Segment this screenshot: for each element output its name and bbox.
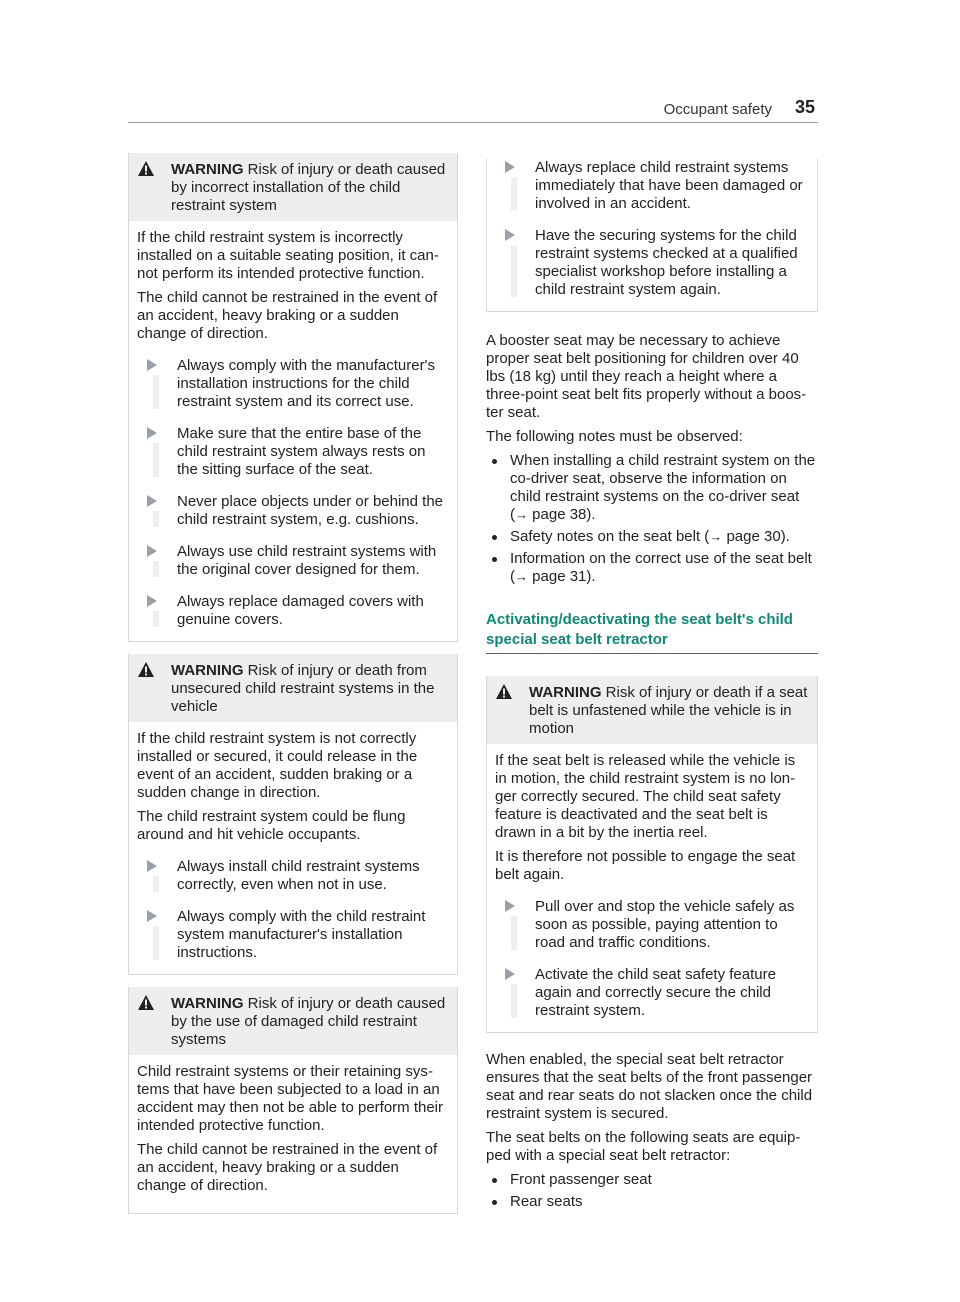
step-bar <box>511 245 517 297</box>
page-number: 35 <box>794 97 815 117</box>
warning-unsecured-systems <box>128 654 458 975</box>
chapter-title: Occupant safety <box>663 101 772 118</box>
step-arrow-icon <box>147 427 157 439</box>
warning-paragraph: The child restraint system could be flung around and hit vehicle occupants. <box>137 808 406 843</box>
warning-header <box>129 654 457 722</box>
warning-damaged-systems <box>128 987 458 1214</box>
list-item <box>486 452 818 524</box>
body-paragraph: When enabled, the special seat belt retractor ensures that the seat belts of the front passenger seat and rear seats do not slacken once the child restraint system is secured. <box>486 1051 813 1122</box>
warning-heading-text: Risk of injury or death if a seat belt is unfastened while the vehicle is in motion <box>529 684 808 737</box>
list-item-text: Front passenger seat <box>510 1171 652 1188</box>
warning-heading-text: Risk of injury or death from unsecured child restraint systems in the vehicle <box>171 662 435 715</box>
warning-heading <box>137 161 449 215</box>
step-arrow-icon <box>147 359 157 371</box>
step-arrow-icon <box>505 161 515 173</box>
step-arrow-icon <box>505 968 515 980</box>
header-rule <box>128 122 818 123</box>
warning-heading <box>137 995 449 1049</box>
warning-body <box>487 744 817 1032</box>
step-text: Have the securing systems for the child restraint systems checked at a qualified specialist workshop before installing a child restraint system again. <box>535 227 798 298</box>
warning-paragraph: Child restraint systems or their retaining systems that have been subjected to a load in an accident may then not be able to perform their intended protective function. <box>137 1063 444 1134</box>
instruction-step <box>495 966 807 1020</box>
warning-paragraph: If the child restraint system is incorrectly installed on a suitable seating position, it cannot perform its intended protective function. <box>137 229 439 282</box>
warning-paragraph: The child cannot be restrained in the event of an accident, heavy braking or a sudden change of direction. <box>137 289 438 342</box>
instruction-step <box>495 227 807 299</box>
warning-header <box>487 676 817 744</box>
instruction-step <box>495 898 807 952</box>
step-text: Always comply with the child restraint system manufacturer's installation instructions. <box>177 908 426 961</box>
step-text: Always replace damaged covers with genuine covers. <box>177 593 424 628</box>
step-text: Always install child restraint systems correctly, even when not in use. <box>177 858 420 893</box>
bullet-icon <box>492 1178 497 1183</box>
step-arrow-icon <box>147 860 157 872</box>
step-text: Never place objects under or behind the child restraint system, e.g. cushions. <box>177 493 444 528</box>
warning-paragraph: The child cannot be restrained in the event of an accident, heavy braking or a sudden change of direction. <box>137 1141 438 1194</box>
instruction-step <box>137 908 447 962</box>
instruction-step <box>495 159 807 213</box>
step-arrow-icon <box>147 545 157 557</box>
instruction-step <box>137 493 447 529</box>
step-bar <box>153 876 159 892</box>
body-paragraph: A booster seat may be necessary to achieve proper seat belt positioning for children over 40 lbs (18 kg) until they reach a height where a three-point seat belt fits properly without a booster seat. <box>486 332 807 421</box>
step-arrow-icon <box>505 229 515 241</box>
warning-heading-text: Risk of injury or death caused by incorrect installation of the child restraint system <box>171 161 446 214</box>
list-item <box>486 1193 818 1211</box>
notes-list <box>486 452 818 586</box>
warning-paragraph: If the seat belt is released while the vehicle is in motion, the child restraint system is no longer correctly secured. The child seat safety feature is deactivated and the seat belt is drawn in a bit by the inertia reel. <box>495 752 796 841</box>
warning-heading-text: Risk of injury or death caused by the use of damaged child restraint systems <box>171 995 446 1048</box>
instruction-step <box>137 543 447 579</box>
warning-triangle-icon <box>137 994 155 1011</box>
step-arrow-icon <box>147 910 157 922</box>
step-bar <box>153 611 159 627</box>
body-paragraph: The seat belts on the following seats are equipped with a special seat belt retractor: <box>486 1129 801 1164</box>
left-column <box>128 153 458 1214</box>
instruction-step <box>137 425 447 479</box>
warning-body <box>487 159 817 311</box>
bullet-icon <box>492 535 497 540</box>
warning-header <box>129 153 457 221</box>
warning-triangle-icon <box>495 683 513 700</box>
page-header <box>0 95 960 125</box>
step-arrow-icon <box>147 595 157 607</box>
body-paragraph: The following notes must be observed: <box>486 428 743 445</box>
warning-heading <box>495 684 809 738</box>
step-text: Activate the child seat safety feature again and correctly secure the child restraint system. <box>535 966 776 1019</box>
seats-list <box>486 1171 818 1211</box>
list-item <box>486 1171 818 1189</box>
step-bar <box>153 443 159 477</box>
page-reference-link[interactable]: page 31). <box>532 568 596 585</box>
warning-incorrect-installation <box>128 153 458 642</box>
list-item-text: Rear seats <box>510 1193 583 1210</box>
instruction-step <box>137 858 447 894</box>
warning-label: WARNING <box>171 161 244 178</box>
step-text: Always comply with the manufacturer's installation instructions for the child restraint system and its correct use. <box>177 357 435 410</box>
step-text: Always replace child restraint systems immediately that have been damaged or involved in an accident. <box>535 159 803 212</box>
warning-header <box>129 987 457 1055</box>
list-item-text: Information on the correct use of the seat belt ( <box>510 550 812 585</box>
warning-body <box>129 1055 457 1213</box>
section-title: Activating/deactivating the seat belt's child special seat belt retractor <box>486 610 818 654</box>
step-bar <box>153 511 159 527</box>
step-text: Always use child restraint systems with the original cover designed for them. <box>177 543 437 578</box>
step-arrow-icon <box>505 900 515 912</box>
step-bar <box>153 375 159 409</box>
instruction-step <box>137 593 447 629</box>
warning-triangle-icon <box>137 661 155 678</box>
step-text: Make sure that the entire base of the child restraint system always rests on the sitting surface of the seat. <box>177 425 426 478</box>
warning-seat-belt-unfastened <box>486 676 818 1033</box>
step-bar <box>153 561 159 577</box>
bullet-icon <box>492 557 497 562</box>
warning-label: WARNING <box>529 684 602 701</box>
list-item <box>486 528 818 546</box>
page-reference-link[interactable]: page 30). <box>726 528 790 545</box>
instruction-step <box>137 357 447 411</box>
warning-body <box>129 221 457 641</box>
warning-heading <box>137 662 449 716</box>
step-bar <box>511 984 517 1018</box>
step-bar <box>153 926 159 960</box>
bullet-icon <box>492 459 497 464</box>
bullet-icon <box>492 1200 497 1205</box>
page-reference-link[interactable]: page 38). <box>532 506 596 523</box>
warning-paragraph: If the child restraint system is not correctly installed or secured, it could release in the event of an accident, sudden braking or a sudden change in direction. <box>137 730 418 801</box>
step-text: Pull over and stop the vehicle safely as soon as possible, paying attention to road and traffic conditions. <box>535 898 795 951</box>
warning-body <box>129 722 457 974</box>
warning-paragraph: It is therefore not possible to engage the seat belt again. <box>495 848 796 883</box>
warning-label: WARNING <box>171 995 244 1012</box>
step-bar <box>511 177 517 211</box>
page-reference-arrow-icon: → <box>515 507 528 522</box>
page-reference-arrow-icon: → <box>515 569 528 584</box>
page-reference-arrow-icon: → <box>709 529 723 544</box>
list-item <box>486 550 818 586</box>
step-bar <box>511 916 517 950</box>
warning-continued <box>486 159 818 312</box>
warning-label: WARNING <box>171 662 244 679</box>
warning-triangle-icon <box>137 160 155 177</box>
list-item-text: Safety notes on the seat belt ( <box>510 528 710 545</box>
step-arrow-icon <box>147 495 157 507</box>
list-item-text: When installing a child restraint system on the co-driver seat, observe the information on child restraint systems on the co-driver seat ( <box>510 452 816 523</box>
right-column <box>486 153 818 1217</box>
